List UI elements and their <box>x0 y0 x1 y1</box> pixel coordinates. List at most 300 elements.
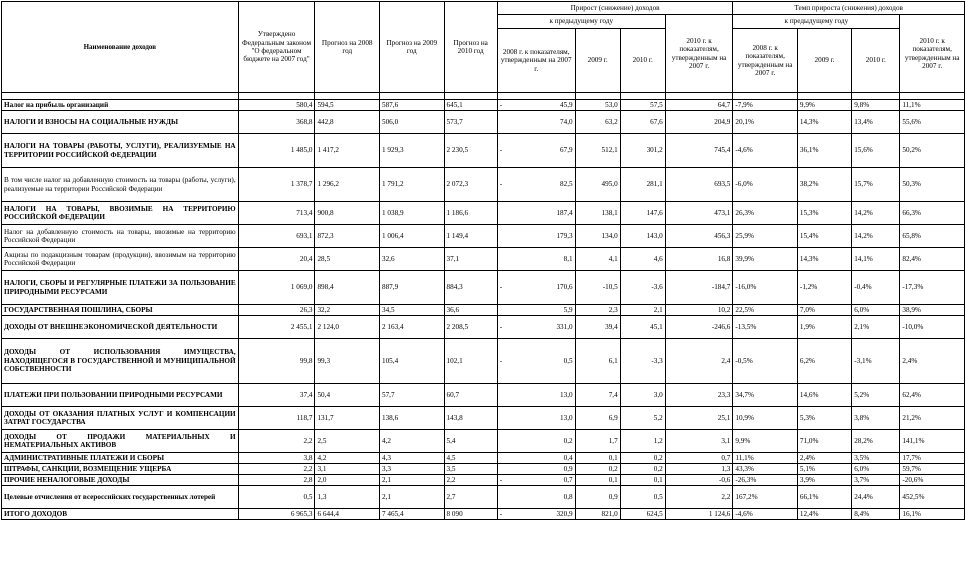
forecast-2009-cell: 34,5 <box>379 305 444 316</box>
header-rate-2009: 2009 г. <box>797 29 851 93</box>
rate-2010-vs-2007-cell: 62,4% <box>900 384 965 407</box>
header-growth-prev-year: к предыдущему году <box>497 15 665 29</box>
growth-2009-cell: 495,0 <box>575 168 620 202</box>
forecast-2010-cell: 2 230,5 <box>444 134 497 168</box>
forecast-2010-cell: 102,1 <box>444 339 497 384</box>
row-name: Целевые отчисления от всероссийских государственных лотерей <box>2 486 239 509</box>
growth-2009-cell: 53,0 <box>575 100 620 111</box>
rate-2010-vs-2007-cell: 11,1% <box>900 100 965 111</box>
growth-2008-cell <box>497 202 575 225</box>
forecast-2010-cell: 37,1 <box>444 248 497 271</box>
rate-2009-cell: 71,0% <box>797 430 851 453</box>
growth-2010-vs-2007-cell: 745,4 <box>665 134 733 168</box>
approved-2007-cell: 26,3 <box>238 305 315 316</box>
header-growth-2010: 2010 г. <box>620 29 665 93</box>
growth-2010-vs-2007-cell: 204,9 <box>665 111 733 134</box>
growth-2008-value: 8,1 <box>563 254 573 263</box>
growth-2010-cell: 143,0 <box>620 225 665 248</box>
growth-2008-value: 13,0 <box>560 390 573 399</box>
growth-2010-vs-2007-cell: 10,2 <box>665 305 733 316</box>
growth-2008-cell <box>497 134 575 168</box>
rate-2009-cell: 66,1% <box>797 486 851 509</box>
rate-2008-cell: -7,9% <box>733 100 798 111</box>
header-rate-2010: 2010 г. <box>852 29 900 93</box>
forecast-2010-cell: 884,3 <box>444 271 497 305</box>
table-row <box>2 486 965 509</box>
forecast-2008-cell: 3,1 <box>315 464 380 475</box>
table-row <box>2 464 965 475</box>
forecast-2008-cell: 28,5 <box>315 248 380 271</box>
rate-2008-cell: 20,1% <box>733 111 798 134</box>
growth-2008-value: 45,9 <box>560 100 573 109</box>
rate-2010-vs-2007-cell: 141,1% <box>900 430 965 453</box>
rate-2010-cell: 14,1% <box>852 248 900 271</box>
rate-2008-cell: 11,1% <box>733 453 798 464</box>
growth-2010-cell: 0,1 <box>620 475 665 486</box>
minus-sign: - <box>499 475 503 484</box>
rate-2010-vs-2007-cell: 66,3% <box>900 202 965 225</box>
forecast-2008-cell: 900,8 <box>315 202 380 225</box>
growth-2010-vs-2007-cell: 64,7 <box>665 100 733 111</box>
header-rate-2008: 2008 г. к показателям, утвержденным на 2007 г. <box>733 29 798 93</box>
row-name: ДОХОДЫ ОТ ПРОДАЖИ МАТЕРИАЛЬНЫХ И НЕМАТЕРИАЛЬНЫХ АКТИВОВ <box>2 430 239 453</box>
growth-2010-cell: 0,2 <box>620 464 665 475</box>
rate-2008-cell: 167,2% <box>733 486 798 509</box>
row-name: Налог на прибыль организаций <box>2 100 239 111</box>
forecast-2010-cell: 2 072,3 <box>444 168 497 202</box>
rate-2010-cell: 14,2% <box>852 202 900 225</box>
growth-2010-vs-2007-cell: 1,3 <box>665 464 733 475</box>
forecast-2009-cell: 3,3 <box>379 464 444 475</box>
approved-2007-cell: 368,8 <box>238 111 315 134</box>
rate-2009-cell: 5,1% <box>797 464 851 475</box>
growth-2010-vs-2007-cell: -0,6 <box>665 475 733 486</box>
rate-2010-vs-2007-cell: 59,7% <box>900 464 965 475</box>
minus-sign: - <box>499 322 503 331</box>
growth-2008-cell <box>497 271 575 305</box>
approved-2007-cell: 118,7 <box>238 407 315 430</box>
rate-2010-cell: 2,1% <box>852 316 900 339</box>
rate-2009-cell: 9,9% <box>797 100 851 111</box>
growth-2010-cell: 0,2 <box>620 453 665 464</box>
rate-2010-cell: 9,8% <box>852 100 900 111</box>
forecast-2009-cell: 7 465,4 <box>379 509 444 520</box>
growth-2009-cell: 0,1 <box>575 475 620 486</box>
forecast-2008-cell: 50,4 <box>315 384 380 407</box>
growth-2008-value: 0,2 <box>563 436 573 445</box>
rate-2010-cell: 3,7% <box>852 475 900 486</box>
forecast-2009-cell: 2 163,4 <box>379 316 444 339</box>
growth-2008-cell <box>497 248 575 271</box>
minus-sign: - <box>499 146 503 155</box>
growth-2008-value: 187,4 <box>556 208 573 217</box>
table-row <box>2 407 965 430</box>
rate-2008-cell: 39,9% <box>733 248 798 271</box>
forecast-2009-cell: 1 791,2 <box>379 168 444 202</box>
row-name: НАЛОГИ, СБОРЫ И РЕГУЛЯРНЫЕ ПЛАТЕЖИ ЗА ПОЛЬЗОВАНИЕ ПРИРОДНЫМИ РЕСУРСАМИ <box>2 271 239 305</box>
growth-2009-cell: 39,4 <box>575 316 620 339</box>
growth-2008-cell <box>497 453 575 464</box>
forecast-2008-cell: 1 417,2 <box>315 134 380 168</box>
growth-2009-cell: 6,1 <box>575 339 620 384</box>
header-rate-group: Темп прироста (снижения) доходов <box>733 2 965 15</box>
growth-2010-cell: 281,1 <box>620 168 665 202</box>
rate-2010-cell: 15,7% <box>852 168 900 202</box>
growth-2008-cell <box>497 475 575 486</box>
growth-2009-cell: 0,2 <box>575 464 620 475</box>
growth-2008-cell <box>497 384 575 407</box>
growth-2010-cell: 147,6 <box>620 202 665 225</box>
row-name: НАЛОГИ НА ТОВАРЫ (РАБОТЫ, УСЛУГИ), РЕАЛИЗУЕМЫЕ НА ТЕРРИТОРИИ РОССИЙСКОЙ ФЕДЕРАЦИИ <box>2 134 239 168</box>
header-rate-prev-year: к предыдущему году <box>733 15 900 29</box>
forecast-2009-cell: 1 929,3 <box>379 134 444 168</box>
rate-2008-cell: 34,7% <box>733 384 798 407</box>
growth-2010-cell: 2,1 <box>620 305 665 316</box>
approved-2007-cell: 693,1 <box>238 225 315 248</box>
growth-2010-vs-2007-cell: 2,2 <box>665 486 733 509</box>
forecast-2010-cell: 60,7 <box>444 384 497 407</box>
forecast-2009-cell: 506,0 <box>379 111 444 134</box>
rate-2008-cell: -13,5% <box>733 316 798 339</box>
approved-2007-cell: 2 455,1 <box>238 316 315 339</box>
approved-2007-cell: 713,4 <box>238 202 315 225</box>
growth-2008-value: 179,3 <box>556 231 573 240</box>
rate-2008-cell: -26,3% <box>733 475 798 486</box>
header-growth-2009: 2009 г. <box>575 29 620 93</box>
header-growth-2008: 2008 г. к показателям, утвержденным на 2007 г. <box>497 29 575 93</box>
rate-2008-cell: -0,5% <box>733 339 798 384</box>
growth-2008-value: 320,9 <box>556 509 573 518</box>
table-row <box>2 339 965 384</box>
forecast-2008-cell: 99,3 <box>315 339 380 384</box>
forecast-2010-cell: 2,2 <box>444 475 497 486</box>
rate-2010-vs-2007-cell: 452,5% <box>900 486 965 509</box>
header-growth-2010-vs-2007: 2010 г. к показателям, утвержденным на 2007 г. <box>665 15 733 93</box>
rate-2009-cell: 3,9% <box>797 475 851 486</box>
rate-2009-cell: 14,3% <box>797 111 851 134</box>
growth-2010-vs-2007-cell: 0,7 <box>665 453 733 464</box>
growth-2010-vs-2007-cell: 473,1 <box>665 202 733 225</box>
growth-2009-cell: 7,4 <box>575 384 620 407</box>
growth-2008-cell <box>497 509 575 520</box>
header-forecast-2010: Прогноз на 2010 год <box>444 2 497 93</box>
row-name: ШТРАФЫ, САНКЦИИ, ВОЗМЕЩЕНИЕ УЩЕРБА <box>2 464 239 475</box>
table-row <box>2 509 965 520</box>
rate-2010-vs-2007-cell: 16,1% <box>900 509 965 520</box>
growth-2010-vs-2007-cell: 1 124,6 <box>665 509 733 520</box>
growth-2008-value: 74,0 <box>560 117 573 126</box>
growth-2010-vs-2007-cell: 693,5 <box>665 168 733 202</box>
rate-2008-cell: -6,0% <box>733 168 798 202</box>
table-body <box>2 100 965 520</box>
approved-2007-cell: 3,8 <box>238 453 315 464</box>
forecast-2010-cell: 573,7 <box>444 111 497 134</box>
minus-sign: - <box>499 180 503 189</box>
growth-2010-vs-2007-cell: 3,1 <box>665 430 733 453</box>
spacer-row <box>2 93 965 100</box>
header-forecast-2009: Прогноз на 2009 год <box>379 2 444 93</box>
forecast-2009-cell: 138,6 <box>379 407 444 430</box>
rate-2010-vs-2007-cell: 65,8% <box>900 225 965 248</box>
table-row <box>2 475 965 486</box>
growth-2009-cell: 0,1 <box>575 453 620 464</box>
table-row <box>2 100 965 111</box>
rate-2010-cell: 15,6% <box>852 134 900 168</box>
rate-2009-cell: 2,4% <box>797 453 851 464</box>
growth-2008-cell <box>497 111 575 134</box>
growth-2008-value: 67,9 <box>560 146 573 155</box>
rate-2009-cell: 14,3% <box>797 248 851 271</box>
table-row <box>2 134 965 168</box>
table-row <box>2 225 965 248</box>
row-name: ИТОГО ДОХОДОВ <box>2 509 239 520</box>
rate-2009-cell: 7,0% <box>797 305 851 316</box>
growth-2008-cell <box>497 168 575 202</box>
growth-2008-cell <box>497 486 575 509</box>
rate-2008-cell: 25,9% <box>733 225 798 248</box>
growth-2010-cell: 4,6 <box>620 248 665 271</box>
table-row <box>2 168 965 202</box>
minus-sign: - <box>499 100 503 109</box>
forecast-2010-cell: 645,1 <box>444 100 497 111</box>
growth-2010-cell: -3,6 <box>620 271 665 305</box>
forecast-2010-cell: 36,6 <box>444 305 497 316</box>
table-row <box>2 430 965 453</box>
revenue-table <box>1 1 965 520</box>
approved-2007-cell: 6 965,3 <box>238 509 315 520</box>
growth-2010-vs-2007-cell: -246,6 <box>665 316 733 339</box>
growth-2010-cell: 301,2 <box>620 134 665 168</box>
header-growth-group: Прирост (снижение) доходов <box>497 2 733 15</box>
growth-2010-cell: 624,5 <box>620 509 665 520</box>
table-row <box>2 248 965 271</box>
approved-2007-cell: 0,5 <box>238 486 315 509</box>
row-name: НАЛОГИ И ВЗНОСЫ НА СОЦИАЛЬНЫЕ НУЖДЫ <box>2 111 239 134</box>
forecast-2009-cell: 2,1 <box>379 475 444 486</box>
rate-2010-cell: 24,4% <box>852 486 900 509</box>
rate-2008-cell: -4,6% <box>733 509 798 520</box>
rate-2009-cell: 6,2% <box>797 339 851 384</box>
growth-2008-value: 0,9 <box>563 464 573 473</box>
row-name: ДОХОДЫ ОТ ВНЕШНЕЭКОНОМИЧЕСКОЙ ДЕЯТЕЛЬНОСТИ <box>2 316 239 339</box>
rate-2009-cell: 36,1% <box>797 134 851 168</box>
growth-2010-cell: 0,5 <box>620 486 665 509</box>
rate-2010-cell: 13,4% <box>852 111 900 134</box>
growth-2008-value: 0,5 <box>563 356 573 365</box>
table-row <box>2 305 965 316</box>
rate-2008-cell: 10,9% <box>733 407 798 430</box>
table-row <box>2 316 965 339</box>
rate-2010-vs-2007-cell: 50,2% <box>900 134 965 168</box>
row-name: ДОХОДЫ ОТ ИСПОЛЬЗОВАНИЯ ИМУЩЕСТВА, НАХОДЯЩЕГОСЯ В ГОСУДАРСТВЕННОЙ И МУНИЦИПАЛЬНОЙ СОБСТВЕННОСТИ <box>2 339 239 384</box>
rate-2010-cell: -0,4% <box>852 271 900 305</box>
forecast-2009-cell: 1 006,4 <box>379 225 444 248</box>
growth-2008-value: 0,7 <box>563 475 573 484</box>
growth-2010-cell: 1,2 <box>620 430 665 453</box>
rate-2010-cell: 6,0% <box>852 464 900 475</box>
growth-2009-cell: 138,1 <box>575 202 620 225</box>
header-rate-2010-vs-2007: 2010 г. к показателям, утвержденным на 2007 г. <box>900 15 965 93</box>
forecast-2008-cell: 594,5 <box>315 100 380 111</box>
forecast-2010-cell: 8 090 <box>444 509 497 520</box>
forecast-2009-cell: 2,1 <box>379 486 444 509</box>
growth-2008-cell <box>497 305 575 316</box>
forecast-2008-cell: 2,0 <box>315 475 380 486</box>
minus-sign: - <box>499 283 503 292</box>
growth-2008-value: 331,0 <box>556 322 573 331</box>
forecast-2010-cell: 143,8 <box>444 407 497 430</box>
growth-2008-cell <box>497 464 575 475</box>
growth-2010-vs-2007-cell: -184,7 <box>665 271 733 305</box>
growth-2008-cell <box>497 316 575 339</box>
forecast-2010-cell: 2,7 <box>444 486 497 509</box>
rate-2009-cell: 15,4% <box>797 225 851 248</box>
rate-2010-vs-2007-cell: 17,7% <box>900 453 965 464</box>
rate-2009-cell: 15,3% <box>797 202 851 225</box>
rate-2010-cell: 8,4% <box>852 509 900 520</box>
growth-2008-cell <box>497 407 575 430</box>
row-name: ГОСУДАРСТВЕННАЯ ПОШЛИНА, СБОРЫ <box>2 305 239 316</box>
row-name: ПЛАТЕЖИ ПРИ ПОЛЬЗОВАНИИ ПРИРОДНЫМИ РЕСУРСАМИ <box>2 384 239 407</box>
forecast-2009-cell: 105,4 <box>379 339 444 384</box>
rate-2010-cell: -3,1% <box>852 339 900 384</box>
growth-2010-vs-2007-cell: 16,8 <box>665 248 733 271</box>
forecast-2009-cell: 4,3 <box>379 453 444 464</box>
rate-2008-cell: -4,6% <box>733 134 798 168</box>
forecast-2010-cell: 2 208,5 <box>444 316 497 339</box>
rate-2008-cell: 26,3% <box>733 202 798 225</box>
forecast-2009-cell: 4,2 <box>379 430 444 453</box>
rate-2010-vs-2007-cell: 82,4% <box>900 248 965 271</box>
row-name: Налог на добавленную стоимость на товары, ввозимые на территорию Российской Федерации <box>2 225 239 248</box>
growth-2009-cell: 821,0 <box>575 509 620 520</box>
growth-2008-value: 5,9 <box>563 305 573 314</box>
rate-2010-cell: 6,0% <box>852 305 900 316</box>
rate-2010-vs-2007-cell: -10,0% <box>900 316 965 339</box>
table-row <box>2 111 965 134</box>
rate-2008-cell: -16,0% <box>733 271 798 305</box>
growth-2009-cell: 0,9 <box>575 486 620 509</box>
growth-2009-cell: 134,0 <box>575 225 620 248</box>
growth-2010-cell: 67,6 <box>620 111 665 134</box>
forecast-2009-cell: 587,6 <box>379 100 444 111</box>
approved-2007-cell: 2,2 <box>238 464 315 475</box>
rate-2008-cell: 22,5% <box>733 305 798 316</box>
rate-2010-vs-2007-cell: -20,6% <box>900 475 965 486</box>
forecast-2008-cell: 1 296,2 <box>315 168 380 202</box>
row-name: ДОХОДЫ ОТ ОКАЗАНИЯ ПЛАТНЫХ УСЛУГ И КОМПЕНСАЦИИ ЗАТРАТ ГОСУДАРСТВА <box>2 407 239 430</box>
row-name: АДМИНИСТРАТИВНЫЕ ПЛАТЕЖИ И СБОРЫ <box>2 453 239 464</box>
forecast-2008-cell: 898,4 <box>315 271 380 305</box>
growth-2010-cell: 3,0 <box>620 384 665 407</box>
row-name: В том числе налог на добавленную стоимость на товары (работы, услуги), реализуемые на территории Российской Федерации <box>2 168 239 202</box>
growth-2008-value: 13,0 <box>560 413 573 422</box>
forecast-2010-cell: 1 186,6 <box>444 202 497 225</box>
header-forecast-2008: Прогноз на 2008 год <box>315 2 380 93</box>
forecast-2010-cell: 1 149,4 <box>444 225 497 248</box>
approved-2007-cell: 1 485,0 <box>238 134 315 168</box>
rate-2010-vs-2007-cell: 50,3% <box>900 168 965 202</box>
growth-2010-cell: 57,5 <box>620 100 665 111</box>
forecast-2010-cell: 5,4 <box>444 430 497 453</box>
approved-2007-cell: 99,8 <box>238 339 315 384</box>
growth-2008-value: 0,4 <box>563 453 573 462</box>
growth-2010-cell: -3,3 <box>620 339 665 384</box>
forecast-2009-cell: 1 038,9 <box>379 202 444 225</box>
growth-2008-cell <box>497 100 575 111</box>
growth-2008-cell <box>497 339 575 384</box>
rate-2009-cell: -1,2% <box>797 271 851 305</box>
forecast-2009-cell: 887,9 <box>379 271 444 305</box>
approved-2007-cell: 37,4 <box>238 384 315 407</box>
rate-2009-cell: 14,6% <box>797 384 851 407</box>
rate-2010-vs-2007-cell: 55,6% <box>900 111 965 134</box>
growth-2009-cell: -10,5 <box>575 271 620 305</box>
forecast-2008-cell: 2,5 <box>315 430 380 453</box>
rate-2008-cell: 43,3% <box>733 464 798 475</box>
table-row <box>2 202 965 225</box>
growth-2010-vs-2007-cell: 23,3 <box>665 384 733 407</box>
forecast-2008-cell: 6 644,4 <box>315 509 380 520</box>
growth-2009-cell: 63,2 <box>575 111 620 134</box>
growth-2009-cell: 512,1 <box>575 134 620 168</box>
forecast-2008-cell: 2 124,0 <box>315 316 380 339</box>
approved-2007-cell: 580,4 <box>238 100 315 111</box>
approved-2007-cell: 2,8 <box>238 475 315 486</box>
growth-2008-cell <box>497 225 575 248</box>
rate-2009-cell: 38,2% <box>797 168 851 202</box>
minus-sign: - <box>499 356 503 365</box>
table-row <box>2 453 965 464</box>
row-name: ПРОЧИЕ НЕНАЛОГОВЫЕ ДОХОДЫ <box>2 475 239 486</box>
rate-2009-cell: 5,3% <box>797 407 851 430</box>
row-name: Акцизы по подакцизным товарам (продукции), ввозимым на территорию Российской Федерации <box>2 248 239 271</box>
rate-2010-cell: 28,2% <box>852 430 900 453</box>
approved-2007-cell: 20,4 <box>238 248 315 271</box>
forecast-2008-cell: 872,3 <box>315 225 380 248</box>
growth-2009-cell: 1,7 <box>575 430 620 453</box>
forecast-2008-cell: 32,2 <box>315 305 380 316</box>
rate-2010-cell: 5,2% <box>852 384 900 407</box>
growth-2008-value: 82,5 <box>560 180 573 189</box>
growth-2010-cell: 5,2 <box>620 407 665 430</box>
rate-2010-vs-2007-cell: 2,4% <box>900 339 965 384</box>
header-approved-2007: Утверждено Федеральным законом "О федеральном бюджете на 2007 год" <box>238 2 315 93</box>
growth-2010-vs-2007-cell: 2,4 <box>665 339 733 384</box>
header-name: Наименование доходов <box>2 2 239 93</box>
rate-2009-cell: 12,4% <box>797 509 851 520</box>
approved-2007-cell: 1 069,0 <box>238 271 315 305</box>
growth-2008-cell <box>497 430 575 453</box>
forecast-2008-cell: 131,7 <box>315 407 380 430</box>
growth-2010-vs-2007-cell: 456,3 <box>665 225 733 248</box>
rate-2008-cell: 9,9% <box>733 430 798 453</box>
forecast-2008-cell: 4,2 <box>315 453 380 464</box>
forecast-2008-cell: 1,3 <box>315 486 380 509</box>
forecast-2009-cell: 32,6 <box>379 248 444 271</box>
rate-2009-cell: 1,9% <box>797 316 851 339</box>
growth-2010-cell: 45,1 <box>620 316 665 339</box>
approved-2007-cell: 1 378,7 <box>238 168 315 202</box>
growth-2008-value: 0,8 <box>563 492 573 501</box>
rate-2010-vs-2007-cell: 38,9% <box>900 305 965 316</box>
growth-2009-cell: 2,3 <box>575 305 620 316</box>
rate-2010-cell: 3,8% <box>852 407 900 430</box>
rate-2010-vs-2007-cell: -17,3% <box>900 271 965 305</box>
row-name: НАЛОГИ НА ТОВАРЫ, ВВОЗИМЫЕ НА ТЕРРИТОРИЮ РОССИЙСКОЙ ФЕДЕРАЦИИ <box>2 202 239 225</box>
rate-2010-cell: 3,5% <box>852 453 900 464</box>
rate-2010-vs-2007-cell: 21,2% <box>900 407 965 430</box>
